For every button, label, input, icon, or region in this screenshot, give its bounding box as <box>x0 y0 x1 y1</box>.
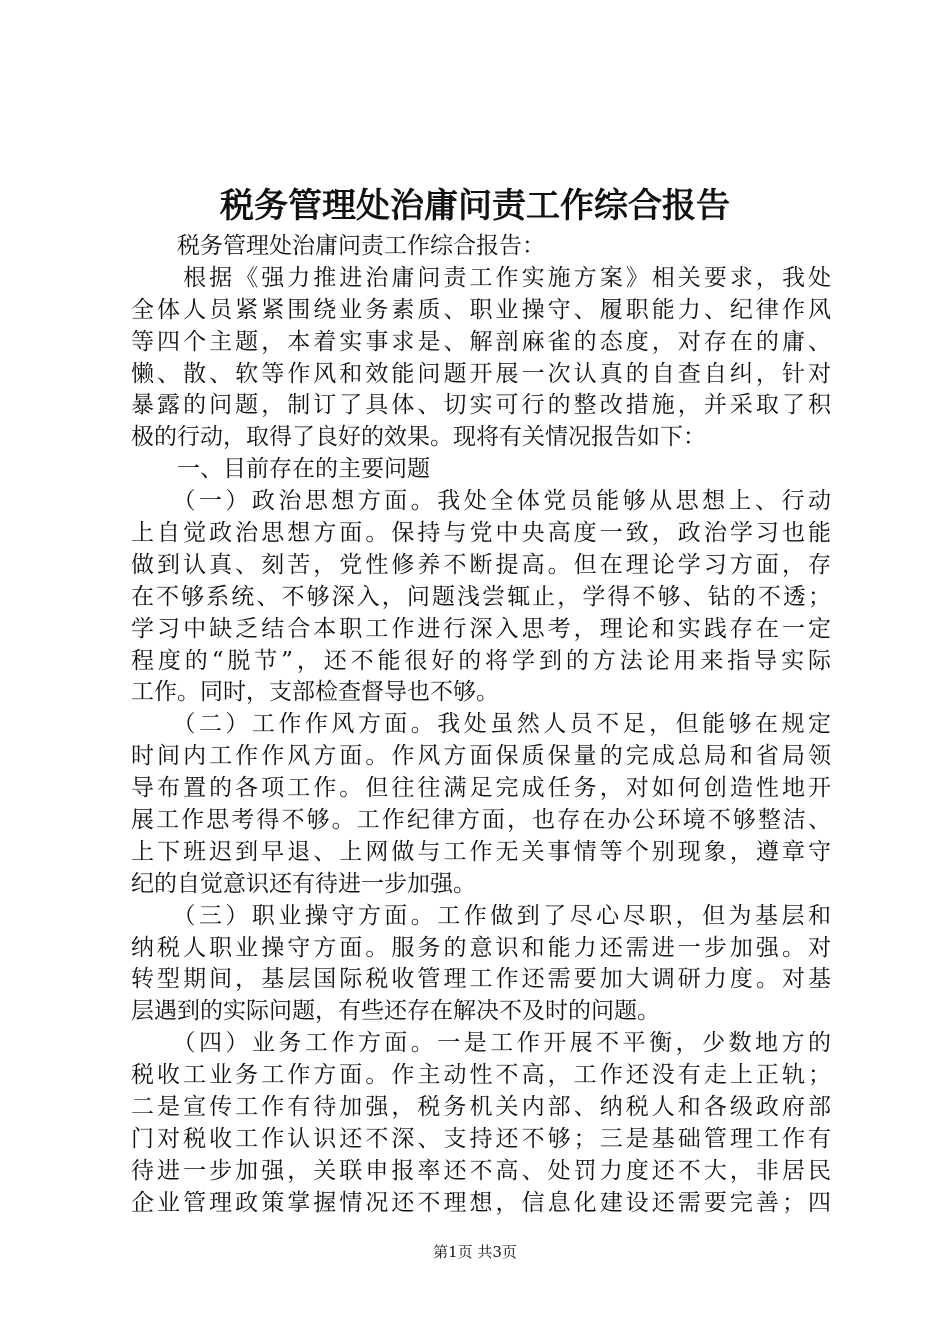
text-line: （三）职业操守方面。工作做到了尽心尽职，但为基层和 <box>131 902 831 929</box>
text-line: 暴露的问题，制订了具体、切实可行的整改措施，并采取了积 <box>131 392 831 419</box>
text-line: 二是宣传工作有待加强，税务机关内部、纳税人和各级政府部 <box>131 1094 831 1121</box>
document-title: 税务管理处治庸问责工作综合报告 <box>220 186 730 226</box>
text-line: 全体人员紧紧围绕业务素质、职业操守、履职能力、纪律作风 <box>131 296 831 323</box>
text-line: 门对税收工作认识还不深、支持还不够；三是基础管理工作有 <box>131 1125 831 1152</box>
text-line: 极的行动，取得了良好的效果。现将有关情况报告如下： <box>131 424 706 451</box>
page-footer: 第1页 共3页 <box>433 1243 517 1261</box>
text-line: 做到认真、刻苦，党性修养不断提高。但在理论学习方面，存 <box>131 551 831 578</box>
text-line: 程度的“脱节”，还不能很好的将学到的方法论用来指导实际 <box>131 647 831 674</box>
text-line: 纳税人职业操守方面。服务的意识和能力还需进一步加强。对 <box>131 934 831 961</box>
text-line: 企业管理政策掌握情况还不理想，信息化建设还需要完善；四 <box>131 1189 831 1216</box>
text-line: 纪的自觉意识还有待进一步加强。 <box>131 870 476 897</box>
text-line: 学习中缺乏结合本职工作进行深入思考，理论和实践存在一定 <box>131 615 831 642</box>
text-line: （二）工作作风方面。我处虽然人员不足，但能够在规定 <box>131 711 831 738</box>
text-line: 待进一步加强，关联申报率还不高、处罚力度还不大，非居民 <box>131 1157 831 1184</box>
text-line: 懒、散、软等作风和效能问题开展一次认真的自查自纠，针对 <box>131 360 831 387</box>
text-line: 转型期间，基层国际税收管理工作还需要加大调研力度。对基 <box>131 966 831 993</box>
text-line: 时间内工作作风方面。作风方面保质保量的完成总局和省局领 <box>131 743 831 770</box>
text-line: （一）政治思想方面。我处全体党员能够从思想上、行动 <box>131 488 831 515</box>
text-line: 在不够系统、不够深入，问题浅尝辄止，学得不够、钻的不透； <box>131 583 831 610</box>
text-line: 税收工业务工作方面。作主动性不高，工作还没有走上正轨； <box>131 1062 831 1089</box>
text-line: 工作。同时，支部检查督导也不够。 <box>131 679 499 706</box>
text-line: 上下班迟到早退、上网做与工作无关事情等个别现象，遵章守 <box>131 838 831 865</box>
text-line: 一、目前存在的主要问题 <box>131 456 430 483</box>
document-body <box>131 231 831 1220</box>
text-line: （四）业务工作方面。一是工作开展不平衡，少数地方的 <box>131 1030 831 1057</box>
text-line: 税务管理处治庸问责工作综合报告： <box>131 233 545 259</box>
text-line: 展工作思考得不够。工作纪律方面，也存在办公环境不够整洁、 <box>131 807 831 834</box>
text-line: 上自觉政治思想方面。保持与党中央高度一致，政治学习也能 <box>131 520 831 547</box>
text-line: 导布置的各项工作。但往往满足完成任务，对如何创造性地开 <box>131 775 831 802</box>
text-line: 等四个主题，本着实事求是、解剖麻雀的态度，对存在的庸、 <box>131 328 831 355</box>
text-line: 根据《强力推进治庸问责工作实施方案》相关要求，我处 <box>131 264 831 291</box>
text-line: 层遇到的实际问题，有些还存在解决不及时的问题。 <box>131 998 660 1025</box>
